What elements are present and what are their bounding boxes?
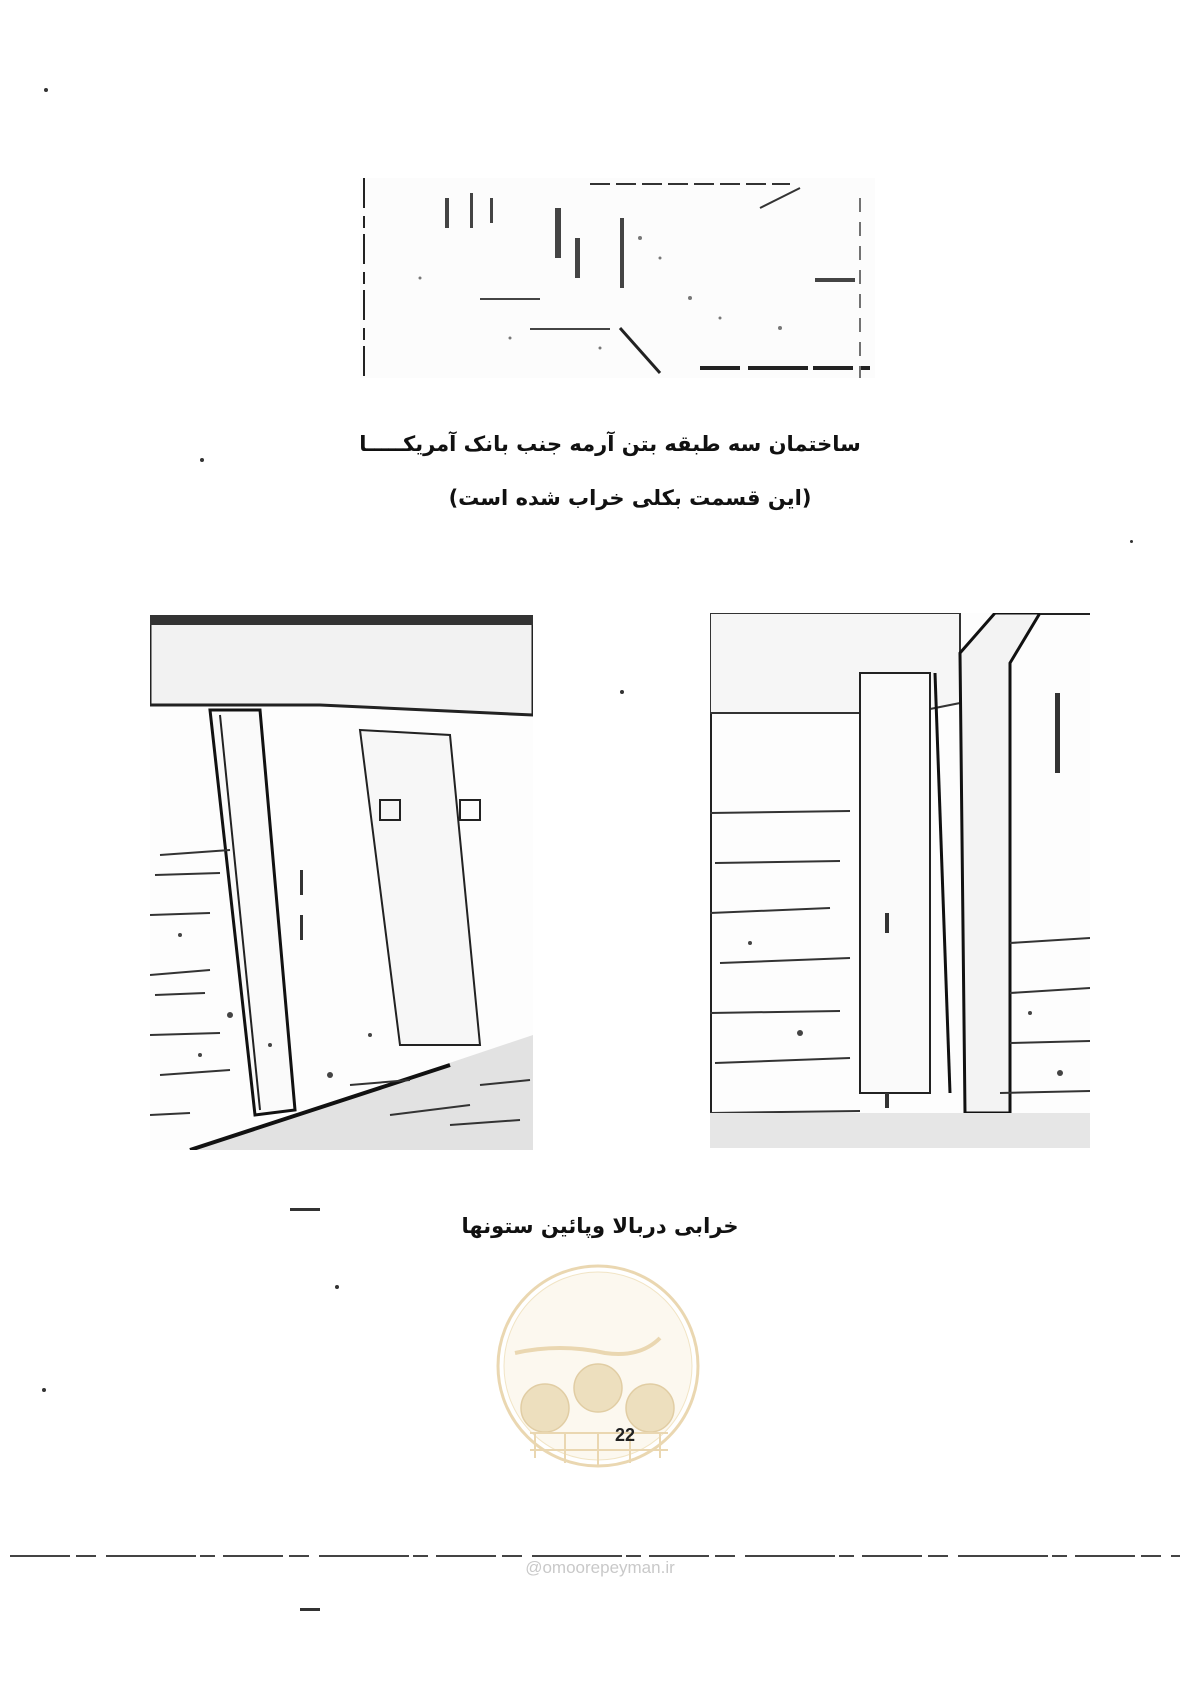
left-column-photo	[150, 615, 533, 1150]
scan-speck	[44, 88, 48, 92]
watermark-url: @omoorepeyman.ir	[525, 1558, 675, 1577]
scan-speck	[335, 1285, 339, 1289]
scan-speck	[300, 1608, 320, 1611]
scan-speck	[42, 1388, 46, 1392]
top-photo	[360, 178, 875, 378]
bottom-photos-caption: خرابی دربالا وپائین ستونها	[461, 1214, 739, 1238]
scan-speck	[200, 458, 204, 462]
right-column-photo	[710, 613, 1090, 1148]
scan-speck	[290, 1208, 320, 1211]
top-photo-subcaption: (این قسمت بکلی خراب شده است)	[448, 486, 812, 510]
scan-speck	[1130, 540, 1133, 543]
scan-speck	[620, 690, 624, 694]
watermark-logo	[490, 1258, 706, 1533]
page-number: 22	[614, 1425, 636, 1445]
scan-noise-line	[10, 1554, 1180, 1558]
top-photo-caption: ساختمان سه طبقه بتن آرمه جنب بانک آمریکـــــا	[359, 432, 861, 456]
